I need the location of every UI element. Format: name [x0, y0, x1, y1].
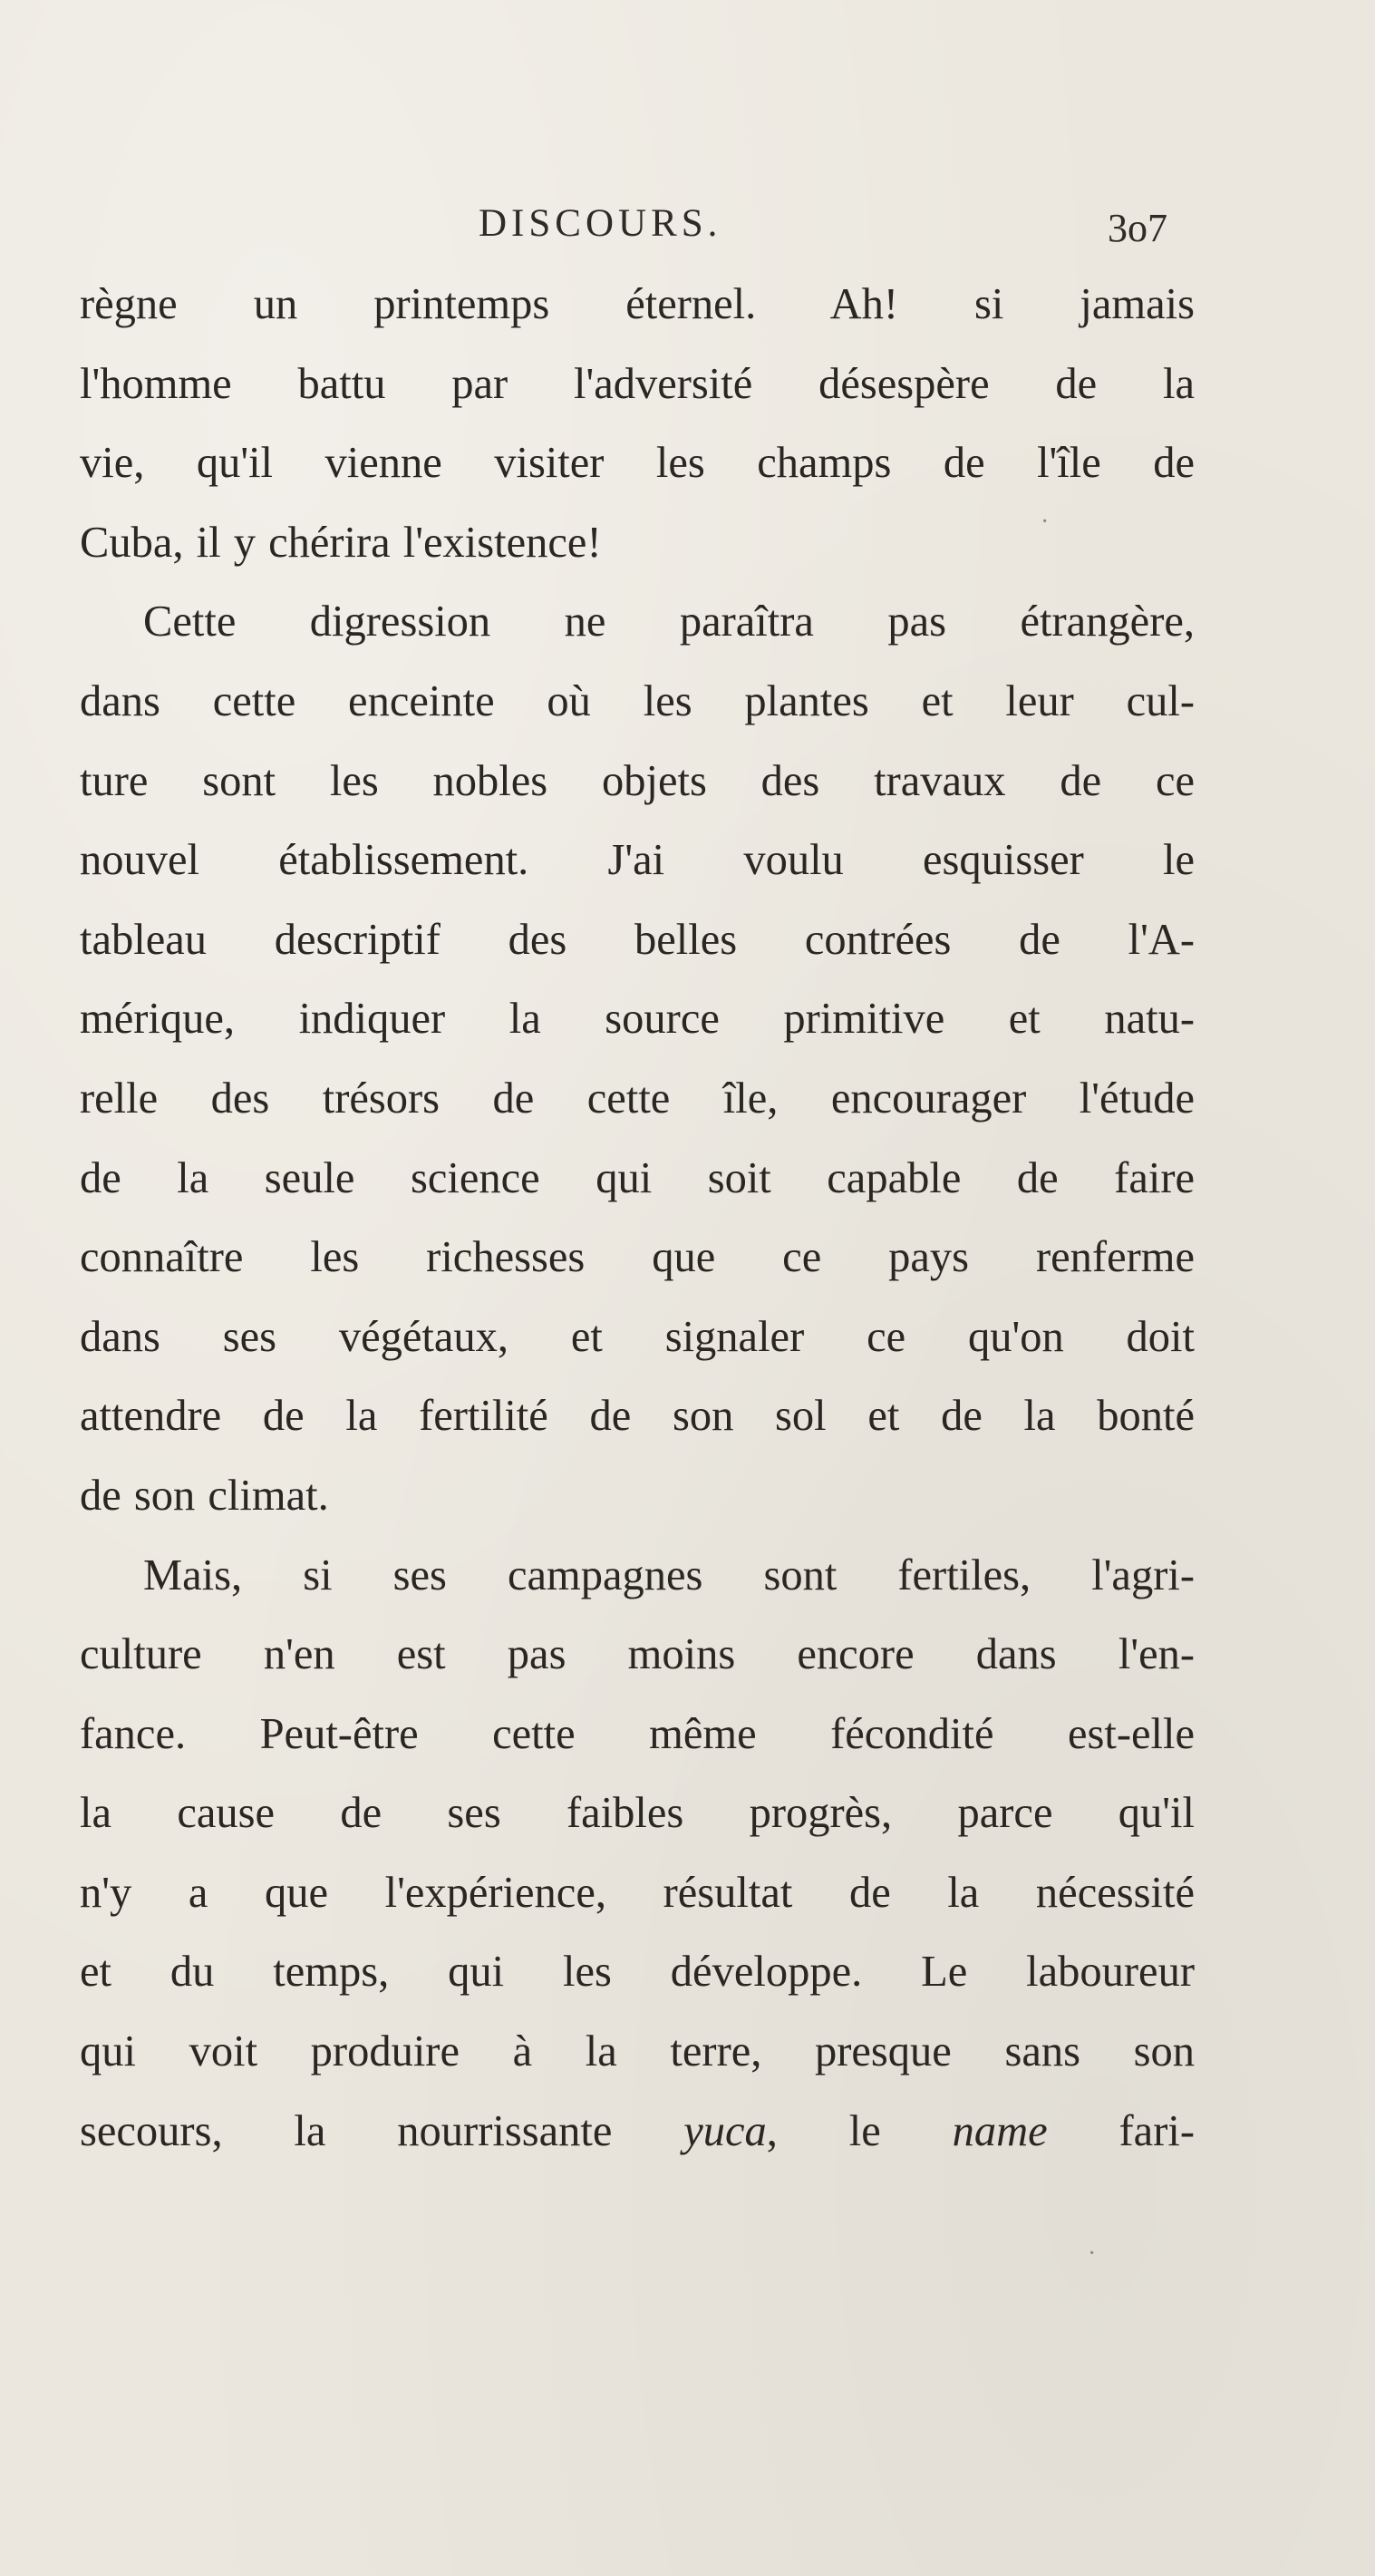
- text-line: connaître les richesses que ce pays renferme: [80, 1233, 1195, 1282]
- body-text: [80, 265, 1195, 2171]
- paragraph-1: [80, 265, 1195, 582]
- paragraph-3: [80, 1536, 1195, 2172]
- text-line: dans ses végétaux, et signaler ce qu'on doit: [80, 1312, 1195, 1361]
- text-line: nouvel établissement. J'ai voulu esquisser le: [80, 836, 1195, 885]
- text-line-final: [80, 2092, 1195, 2172]
- paragraph-2: [80, 582, 1195, 1535]
- text-line: mérique, indiquer la source primitive et natu-: [80, 995, 1195, 1044]
- text-line: tableau descriptif des belles contrées de l'A-: [80, 915, 1195, 964]
- paper-speck: ·: [1088, 2240, 1097, 2268]
- text-line: de son climat.: [80, 1471, 329, 1520]
- text-line: règne un printemps éternel. Ah! si jamais: [80, 280, 1195, 328]
- text-line: de la seule science qui soit capable de faire: [80, 1153, 1195, 1202]
- text-line: fance. Peut-être cette même fécondité est-elle: [80, 1709, 1195, 1758]
- text-line: ture sont les nobles objets des travaux de ce: [80, 756, 1195, 805]
- text-line: relle des trésors de cette île, encourager l'étude: [80, 1074, 1195, 1123]
- text-line: culture n'en est pas moins encore dans l'en-: [80, 1630, 1195, 1679]
- text-line: Mais, si ses campagnes sont fertiles, l'agri-: [143, 1550, 1195, 1599]
- text-line: Cette digression ne paraîtra pas étrangère,: [143, 598, 1195, 646]
- page-number: 3o7: [1108, 206, 1167, 250]
- text-line: la cause de ses faibles progrès, parce qu'il: [80, 1789, 1195, 1838]
- text-line: l'homme battu par l'adversité désespère de la: [80, 359, 1195, 408]
- italic-term-name: name: [952, 2106, 1048, 2155]
- running-title: DISCOURS.: [479, 202, 722, 245]
- text-run: , le: [766, 2106, 953, 2155]
- text-line: dans cette enceinte où les plantes et leur cul-: [80, 676, 1195, 725]
- text-line: et du temps, qui les développe. Le laboureur: [80, 1948, 1195, 1997]
- text-line: n'y a que l'expérience, résultat de la nécessité: [80, 1868, 1195, 1917]
- text-line: qui voit produire à la terre, presque sans son: [80, 2027, 1195, 2076]
- text-line: vie, qu'il vienne visiter les champs de l'île de: [80, 439, 1195, 488]
- text-line: Cuba, il y chérira l'existence!: [80, 518, 602, 567]
- italic-term-yuca: yuca: [683, 2106, 767, 2155]
- text-line: attendre de la fertilité de son sol et de la bonté: [80, 1392, 1195, 1441]
- text-run: secours, la nourrissante: [80, 2106, 684, 2155]
- paper-speck: ·: [1041, 508, 1050, 536]
- running-head: [0, 201, 1375, 265]
- text-run: fari-: [1047, 2106, 1195, 2155]
